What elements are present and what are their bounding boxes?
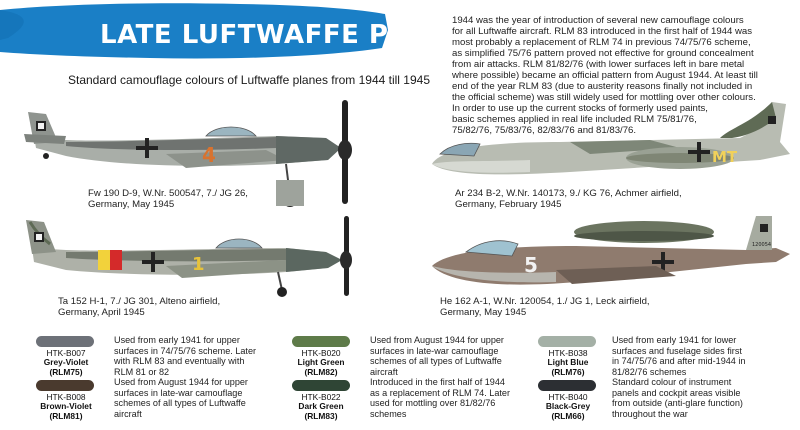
aircraft-he162-caption: He 162 A-1, W.Nr. 120054, 1./ JG 1, Leck airfield, Germany, May 1945 xyxy=(440,296,650,318)
aircraft-he162-illustration xyxy=(426,210,798,294)
aircraft-fw190-caption: Fw 190 D-9, W.Nr. 500547, 7./ JG 26, Germany, May 1945 xyxy=(88,188,248,210)
paint-chip-light-blue xyxy=(538,336,596,347)
paint-code-label: HTK-B038 Light Blue (RLM76) xyxy=(547,348,589,377)
paint-chip-grey-violet xyxy=(36,336,94,347)
paint-code-label: HTK-B022 Dark Green (RLM83) xyxy=(298,392,344,421)
page-subtitle: Standard camouflage colours of Luftwaffe planes from 1944 till 1945 xyxy=(68,73,431,87)
aircraft-ar234-illustration xyxy=(420,98,798,188)
paint-chip-brown-violet xyxy=(36,380,94,391)
ar234-code: MT xyxy=(712,148,738,166)
he162-number: 5 xyxy=(524,253,538,277)
fw190-number: 4 xyxy=(202,143,216,167)
paint-code-label: HTK-B040 Black-Grey (RLM66) xyxy=(545,392,591,421)
paint-description: Used from August 1944 for upper surfaces in late-war camouflage schemes of all types of Luftwaffe aircraft xyxy=(370,335,504,377)
paint-chip-black-grey xyxy=(538,380,596,391)
aircraft-ta152-illustration xyxy=(6,212,366,298)
description-text: 1944 was the year of introduction of several new camouflage colours for all Luftwaffe aircraft. RLM 83 introduced in the first half of 1944 was most probably a replacement of RLM 74 in previous 74/75/76 scheme, as simplified 75/76 pattern proved not effective for ground concealment from air attacks. RLM 81/82/76 (with lower surfaces left in bare metal where possible) became an official pattern from August 1944. At least till end of the year RLM 83 (due to austerity reasons finally not included in the official scheme) was still widely used for mottling over other colours. In order to use up the current stocks of formerly used paints, basic schemes applied in real life included RLM 75/81/76, 75/82/76, 75/83/76, 82/83/76 and 81/83/76. xyxy=(452,15,758,136)
page-title: LATE LUFTWAFFE PAINT SET xyxy=(100,20,523,50)
paint-code-label: HTK-B008 Brown-Violet (RLM81) xyxy=(40,392,92,421)
aircraft-ta152-caption: Ta 152 H-1, 7./ JG 301, Alteno airfield, Germany, April 1945 xyxy=(58,296,221,318)
aircraft-ar234-caption: Ar 234 B-2, W.Nr. 140173, 9./ KG 76, Achmer airfield, Germany, February 1945 xyxy=(455,188,682,210)
paint-description: Used from early 1941 for upper surfaces in 74/75/76 scheme. Later with RLM 83 and eventually with RLM 81 or 82 xyxy=(114,335,257,377)
paint-chip-dark-green xyxy=(292,380,350,391)
he162-tail-number: 120054 xyxy=(752,242,772,248)
paint-description: Used from early 1941 for lower surfaces and fuselage sides first in 74/75/76 and after mid-1944 in 81/82/76 schemes xyxy=(612,335,746,377)
paint-description: Introduced in the first half of 1944 as a replacement of RLM 74. Later used for mottling over 81/82/76 schemes xyxy=(370,377,511,419)
paint-code-label: HTK-B020 Light Green (RLM82) xyxy=(297,348,345,377)
paint-code-label: HTK-B007 Grey-Violet (RLM75) xyxy=(43,348,89,377)
paint-description: Standard colour of instrument panels and cockpit areas visible from outside (anti-glare function) throughout the war xyxy=(612,377,743,419)
paint-chip-light-green xyxy=(292,336,350,347)
ta152-number: 1 xyxy=(192,254,205,275)
paint-description: Used from August 1944 for upper surfaces in late-war camouflage schemes of all types of Luftwaffe aircraft xyxy=(114,377,248,419)
